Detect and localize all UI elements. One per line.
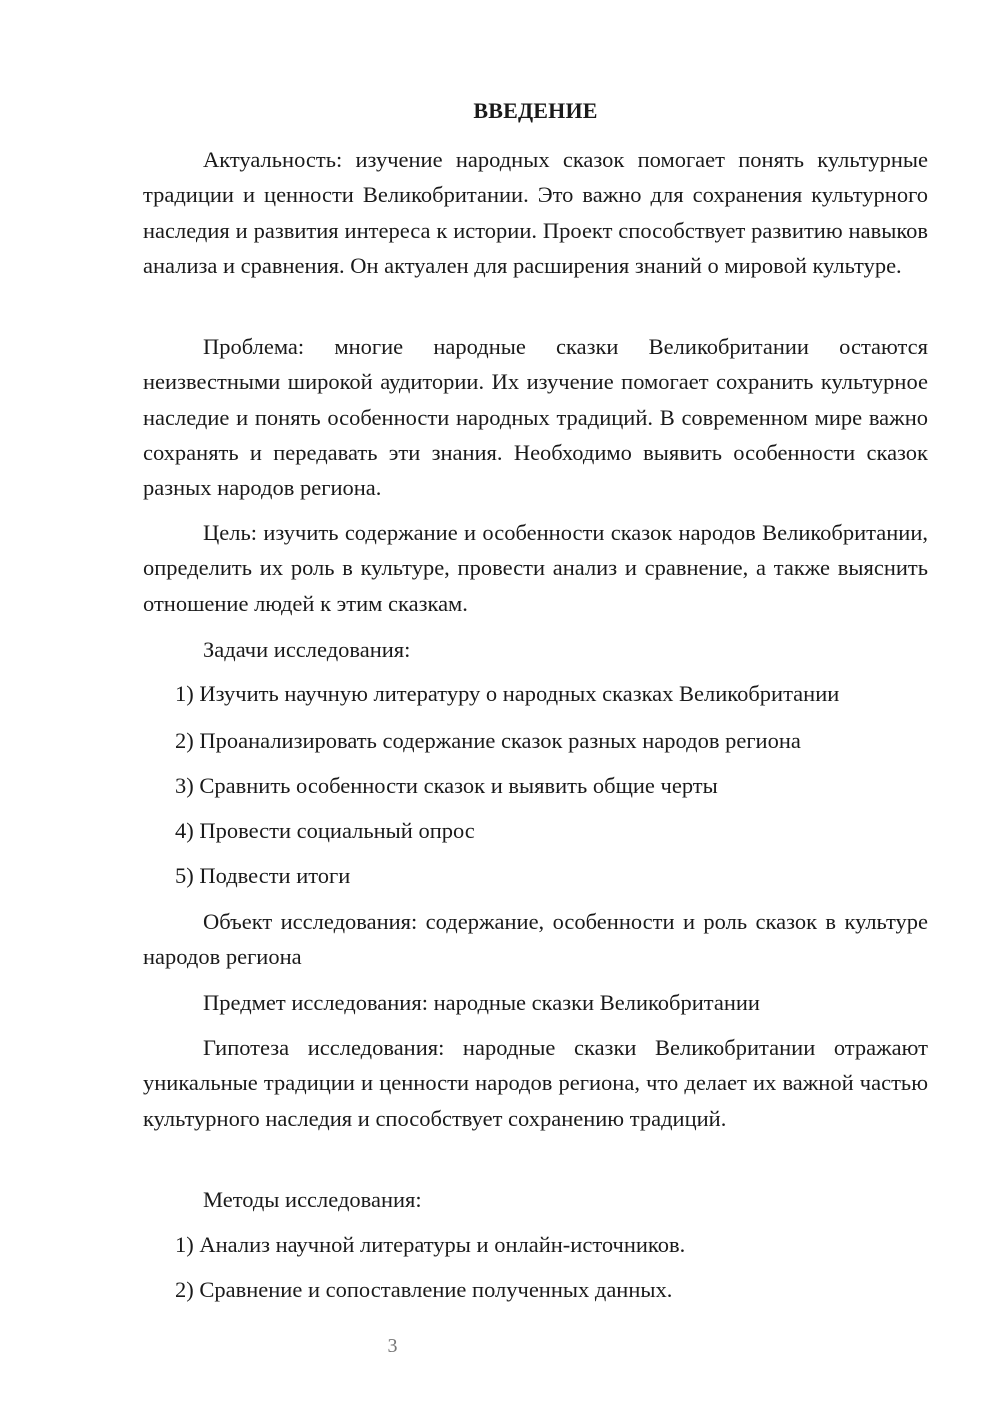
task-item: 1) Изучить научную литературу о народных сказках Великобритании [175,681,840,706]
problem-paragraph: Проблема: многие народные сказки Великобритании остаются неизвестными широкой аудитории. Их изучение помогает сохранить культурное наследие и понять особенности народных традиций. В современном мире важно сохранять и передавать эти знания. Необходимо выявить особенности сказок разных народов региона. [143,334,928,501]
task-item: 5) Подвести итоги [175,863,351,888]
tasks-title: Задачи исследования: [203,637,411,662]
relevance-paragraph: Актуальность: изучение народных сказок помогает понять культурные традиции и ценности Великобритании. Это важно для сохранения культурного наследия и развития интереса к истории. Проект способствует развитию навыков анализа и сравнения. Он актуален для расширения знаний о мировой культуре. [143,147,928,278]
method-item: 1) Анализ научной литературы и онлайн-источников. [175,1232,686,1257]
method-item: 2) Сравнение и сопоставление полученных данных. [175,1277,673,1302]
section-heading: ВВЕДЕНИЕ [473,98,598,123]
object-paragraph: Объект исследования: содержание, особенности и роль сказок в культуре народов региона [143,909,928,970]
hypothesis-paragraph: Гипотеза исследования: народные сказки Великобритании отражают уникальные традиции и ценности народов региона, что делает их важной частью культурного наследия и способствует сохранению традиций. [143,1035,928,1131]
subject-paragraph: Предмет исследования: народные сказки Великобритании [203,990,760,1015]
task-item: 3) Сравнить особенности сказок и выявить общие черты [175,773,718,798]
task-item: 4) Провести социальный опрос [175,818,475,843]
document-page [143,0,928,1414]
goal-paragraph: Цель: изучить содержание и особенности сказок народов Великобритании, определить их роль в культуре, провести анализ и сравнение, а также выяснить отношение людей к этим сказкам. [143,520,928,616]
page-number: 3 [387,1335,398,1357]
task-item: 2) Проанализировать содержание сказок разных народов региона [175,728,801,753]
methods-title: Методы исследования: [203,1187,422,1212]
